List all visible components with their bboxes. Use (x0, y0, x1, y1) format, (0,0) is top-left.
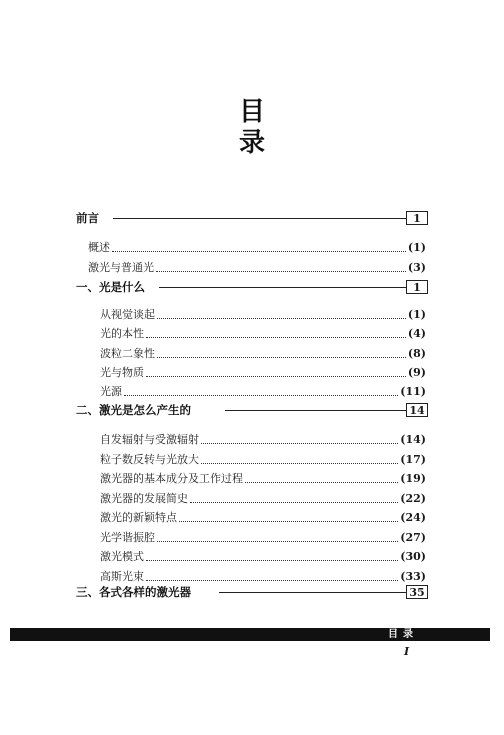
entry-page: (8) (407, 346, 426, 360)
toc-title-char-2: 录 (238, 128, 265, 158)
entry-label: 从视觉谈起 (100, 308, 155, 321)
chapter-page-box: 1 (406, 211, 428, 225)
entry-label: 激光器的基本成分及工作过程 (100, 472, 243, 485)
dot-leader (146, 368, 406, 377)
entry-page: (17) (400, 452, 426, 466)
entry-page: (9) (407, 365, 426, 379)
toc-entry[interactable] (100, 490, 426, 506)
toc-entry[interactable] (100, 364, 426, 380)
toc-entry[interactable] (100, 306, 426, 322)
entry-page: (3) (407, 260, 426, 274)
entry-label: 激光模式 (100, 550, 144, 563)
toc-entry[interactable] (100, 548, 426, 564)
toc-entry[interactable] (100, 325, 426, 341)
chapter-rule (113, 218, 406, 219)
dot-leader (156, 263, 406, 272)
footer-bar (10, 628, 490, 641)
toc-entry[interactable] (100, 451, 426, 467)
entry-label: 粒子数反转与光放大 (100, 453, 199, 466)
entry-label: 高斯光束 (100, 570, 144, 583)
dot-leader (112, 243, 406, 252)
entry-label: 概述 (88, 241, 110, 254)
toc-entry[interactable] (100, 431, 426, 447)
entry-page: (19) (400, 471, 426, 485)
entry-label: 激光的新颖特点 (100, 511, 177, 524)
dot-leader (146, 552, 398, 561)
dot-leader (157, 310, 406, 319)
chapter-rule (159, 287, 406, 288)
dot-leader (146, 572, 398, 581)
dot-leader (146, 329, 406, 338)
chapter-page-box: 14 (406, 403, 428, 417)
chapter-rule (219, 592, 406, 593)
dot-leader (124, 387, 398, 396)
chapter-label: 前言 (76, 211, 99, 225)
toc-entry[interactable] (100, 345, 426, 361)
entry-label: 光学谐振腔 (100, 531, 155, 544)
toc-entry[interactable] (100, 568, 426, 584)
entry-label: 光与物质 (100, 366, 144, 379)
toc-chapter-preface[interactable] (76, 210, 428, 226)
entry-label: 光的本性 (100, 327, 144, 340)
chapter-label: 三、各式各样的激光器 (76, 585, 191, 599)
entry-label: 激光器的发展简史 (100, 492, 188, 505)
entry-page: (27) (400, 530, 426, 544)
toc-chapter-1[interactable] (76, 279, 428, 295)
toc-entry[interactable] (100, 470, 426, 486)
chapter-label: 一、光是什么 (76, 280, 145, 294)
toc-chapter-3[interactable] (76, 584, 428, 600)
entry-page: (24) (400, 510, 426, 524)
entry-label: 光源 (100, 385, 122, 398)
entry-label: 波粒二象性 (100, 347, 155, 360)
toc-entry[interactable] (100, 383, 426, 399)
toc-chapter-2[interactable] (76, 402, 428, 418)
entry-page: (1) (407, 307, 426, 321)
toc-title-char-1: 目 (238, 97, 265, 127)
running-head: 目录 (388, 629, 418, 640)
chapter-label: 二、激光是怎么产生的 (76, 403, 191, 417)
toc-entry[interactable] (88, 259, 426, 275)
dot-leader (201, 435, 398, 444)
toc-entry[interactable] (88, 239, 426, 255)
page-number: I (404, 645, 410, 658)
entry-page: (1) (407, 240, 426, 254)
entry-label: 激光与普通光 (88, 261, 154, 274)
dot-leader (201, 455, 398, 464)
toc-entry[interactable] (100, 529, 426, 545)
entry-page: (11) (400, 384, 426, 398)
entry-page: (33) (400, 569, 426, 583)
chapter-page-box: 1 (406, 280, 428, 294)
chapter-page-box: 35 (406, 585, 428, 599)
dot-leader (157, 533, 398, 542)
chapter-rule (225, 410, 406, 411)
dot-leader (157, 349, 406, 358)
entry-label: 自发辐射与受激辐射 (100, 433, 199, 446)
toc-entry[interactable] (100, 509, 426, 525)
dot-leader (179, 513, 398, 522)
entry-page: (14) (400, 432, 426, 446)
entry-page: (4) (407, 326, 426, 340)
entry-page: (30) (400, 549, 426, 563)
dot-leader (245, 474, 398, 483)
entry-page: (22) (400, 491, 426, 505)
dot-leader (190, 494, 398, 503)
